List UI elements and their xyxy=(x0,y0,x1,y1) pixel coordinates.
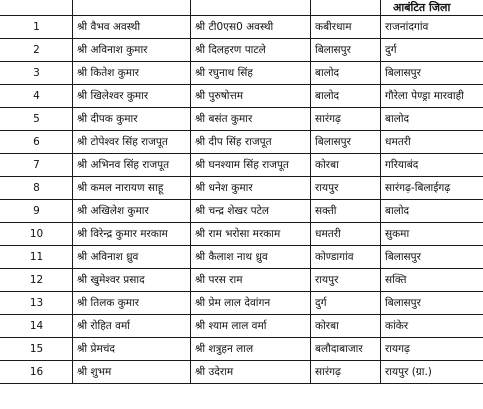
serial-number-cell: 3 xyxy=(1,62,73,85)
officer-name-cell: श्री कमल नारायण साहू xyxy=(73,177,191,200)
home-district-cell: बालोद xyxy=(311,62,381,85)
serial-number-cell: 12 xyxy=(1,269,73,292)
header-cell-father-name xyxy=(191,1,311,16)
father-name-cell: श्री घनश्याम सिंह राजपूत xyxy=(191,154,311,177)
home-district-cell: कोण्डागांव xyxy=(311,246,381,269)
serial-number-cell: 6 xyxy=(1,131,73,154)
home-district-cell: बलौदाबाजार xyxy=(311,338,381,361)
father-name-cell: श्री उदेराम xyxy=(191,361,311,384)
serial-number-cell: 13 xyxy=(1,292,73,315)
officer-name-cell: श्री प्रेमचंद xyxy=(73,338,191,361)
table-body xyxy=(1,1,483,384)
table-row xyxy=(1,223,483,246)
serial-number-cell: 8 xyxy=(1,177,73,200)
father-name-cell: श्री राम भरोसा मरकाम xyxy=(191,223,311,246)
officer-name-cell: श्री अविनाश कुमार xyxy=(73,39,191,62)
officer-name-cell: श्री तिलक कुमार xyxy=(73,292,191,315)
serial-number-cell: 4 xyxy=(1,85,73,108)
officer-name-cell: श्री अविनाश ध्रुव xyxy=(73,246,191,269)
allotted-district-cell: धमतरी xyxy=(381,131,483,154)
allotted-district-cell: सक्ति xyxy=(381,269,483,292)
officer-name-cell: श्री कितेश कुमार xyxy=(73,62,191,85)
father-name-cell: श्री धनेश कुमार xyxy=(191,177,311,200)
serial-number-cell: 10 xyxy=(1,223,73,246)
table-row xyxy=(1,269,483,292)
officer-name-cell: श्री अखिलेश कुमार xyxy=(73,200,191,223)
home-district-cell: धमतरी xyxy=(311,223,381,246)
header-cell-serial xyxy=(1,1,73,16)
father-name-cell: श्री बसंत कुमार xyxy=(191,108,311,131)
serial-number-cell: 7 xyxy=(1,154,73,177)
serial-number-cell: 1 xyxy=(1,16,73,39)
home-district-cell: कबीरधाम xyxy=(311,16,381,39)
home-district-cell: बिलासपुर xyxy=(311,131,381,154)
home-district-cell: बालोद xyxy=(311,85,381,108)
table-row xyxy=(1,85,483,108)
father-name-cell: श्री प्रेम लाल देवांगन xyxy=(191,292,311,315)
father-name-cell: श्री रघुनाथ सिंह xyxy=(191,62,311,85)
allotted-district-cell: गौरेला पेण्ड्रा मारवाही xyxy=(381,85,483,108)
table-row xyxy=(1,338,483,361)
father-name-cell: श्री श्याम लाल वर्मा xyxy=(191,315,311,338)
allotted-district-cell: रायपुर (ग्रा.) xyxy=(381,361,483,384)
table-row xyxy=(1,200,483,223)
officer-name-cell: श्री शुभम xyxy=(73,361,191,384)
officer-name-cell: श्री अभिनव सिंह राजपूत xyxy=(73,154,191,177)
home-district-cell: कोरबा xyxy=(311,315,381,338)
officer-name-cell: श्री टोपेश्वर सिंह राजपूत xyxy=(73,131,191,154)
allotted-district-cell: गरियाबंद xyxy=(381,154,483,177)
father-name-cell: श्री परस राम xyxy=(191,269,311,292)
father-name-cell: श्री टी0एस0 अवस्थी xyxy=(191,16,311,39)
header-cell-name xyxy=(73,1,191,16)
father-name-cell: श्री दीप सिंह राजपूत xyxy=(191,131,311,154)
serial-number-cell: 5 xyxy=(1,108,73,131)
header-allotted-district: आबंटित जिला xyxy=(381,1,483,16)
home-district-cell: बिलासपुर xyxy=(311,39,381,62)
table-row xyxy=(1,177,483,200)
serial-number-cell: 15 xyxy=(1,338,73,361)
table-row xyxy=(1,292,483,315)
header-cell-district xyxy=(311,1,381,16)
table-row xyxy=(1,16,483,39)
serial-number-cell: 11 xyxy=(1,246,73,269)
home-district-cell: दुर्ग xyxy=(311,292,381,315)
father-name-cell: श्री कैलाश नाथ ध्रुव xyxy=(191,246,311,269)
home-district-cell: सक्ती xyxy=(311,200,381,223)
serial-number-cell: 9 xyxy=(1,200,73,223)
officer-name-cell: श्री विरेन्द्र कुमार मरकाम xyxy=(73,223,191,246)
allotted-district-cell: सारंगढ़-बिलाईगढ़ xyxy=(381,177,483,200)
table-row xyxy=(1,39,483,62)
allotted-district-cell: रायगढ़ xyxy=(381,338,483,361)
father-name-cell: श्री दिलहरण पाटले xyxy=(191,39,311,62)
father-name-cell: श्री शत्रुहन लाल xyxy=(191,338,311,361)
officer-name-cell: श्री खिलेश्वर कुमार xyxy=(73,85,191,108)
allotted-district-cell: दुर्ग xyxy=(381,39,483,62)
father-name-cell: श्री चन्द्र शेखर पटेल xyxy=(191,200,311,223)
officer-name-cell: श्री दीपक कुमार xyxy=(73,108,191,131)
allotted-district-cell: राजनांदगांव xyxy=(381,16,483,39)
serial-number-cell: 14 xyxy=(1,315,73,338)
home-district-cell: सारंगढ़ xyxy=(311,108,381,131)
allotted-district-cell: बिलासपुर xyxy=(381,292,483,315)
officer-name-cell: श्री खुमेश्वर प्रसाद xyxy=(73,269,191,292)
table-row xyxy=(1,131,483,154)
father-name-cell: श्री पुरुषोत्तम xyxy=(191,85,311,108)
home-district-cell: रायपुर xyxy=(311,177,381,200)
table-row xyxy=(1,315,483,338)
table-row xyxy=(1,246,483,269)
allotted-district-cell: कांकेर xyxy=(381,315,483,338)
allotted-district-cell: सुकमा xyxy=(381,223,483,246)
officer-name-cell: श्री वैभव अवस्थी xyxy=(73,16,191,39)
serial-number-cell: 2 xyxy=(1,39,73,62)
allotted-district-cell: बिलासपुर xyxy=(381,246,483,269)
table-row xyxy=(1,361,483,384)
home-district-cell: रायपुर xyxy=(311,269,381,292)
officer-name-cell: श्री रोहित वर्मा xyxy=(73,315,191,338)
table-header-row xyxy=(1,1,483,16)
allotted-district-cell: बालोद xyxy=(381,200,483,223)
table-row xyxy=(1,154,483,177)
allotted-district-cell: बिलासपुर xyxy=(381,62,483,85)
home-district-cell: सारंगढ़ xyxy=(311,361,381,384)
table-row xyxy=(1,62,483,85)
allotted-district-cell: बालोद xyxy=(381,108,483,131)
table-row xyxy=(1,108,483,131)
home-district-cell: कोरबा xyxy=(311,154,381,177)
serial-number-cell: 16 xyxy=(1,361,73,384)
